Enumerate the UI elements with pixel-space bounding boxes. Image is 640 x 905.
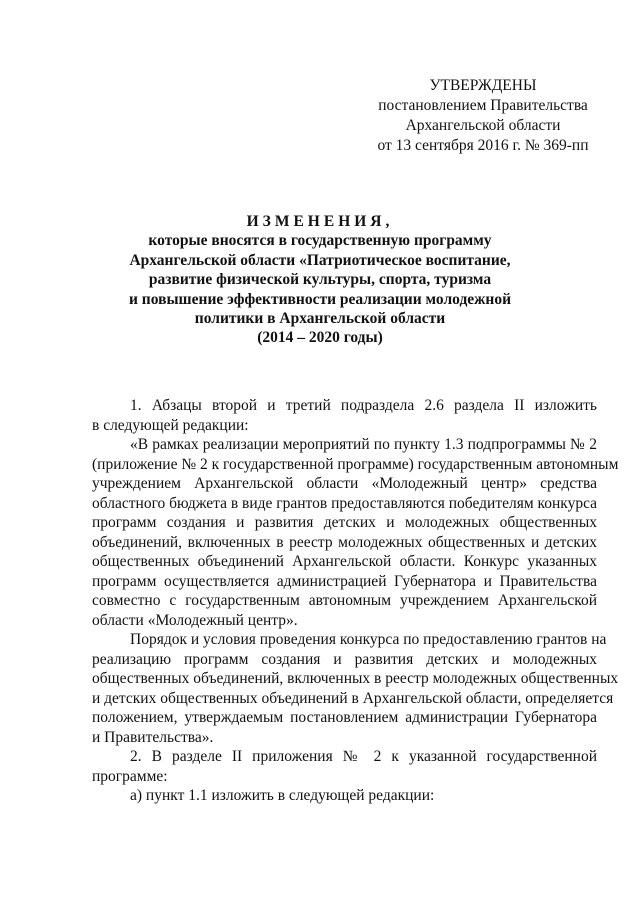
text-line: «В рамках реализации мероприятий по пункту 1.3 подпрограммы № 2 xyxy=(130,436,597,453)
text-line: программ осуществляется администрацией Губернатора и Правительства xyxy=(92,572,597,590)
approval-date-line: от 13 сентября 2016 г. № 369-пп xyxy=(377,137,589,154)
text-line: и Правительства». xyxy=(92,728,214,746)
paragraph-item-2 xyxy=(92,747,597,786)
text-line: общественных объединений Архангельской области. Конкурс указанных xyxy=(92,553,597,570)
text-line: программ создания и развития детских и молодежных общественных xyxy=(92,514,597,531)
paragraph-quote xyxy=(92,435,619,630)
text-line: совместно с государственным автономным учреждением Архангельской xyxy=(92,592,597,609)
text-line: учреждением Архангельской области «Молодежный центр» средства xyxy=(92,475,597,492)
text-line: областного бюджета в виде грантов предоставляются победителям конкурса xyxy=(92,494,598,512)
text-line: Порядок и условия проведения конкурса по предоставлению грантов на xyxy=(130,631,607,648)
approval-line: постановлением Правительства xyxy=(378,97,588,114)
text-line: объединений, включенных в реестр молодежных общественных и детских xyxy=(92,533,597,551)
text-line: положением, утверждаемым постановлением администрации Губернатора xyxy=(92,709,597,726)
text-line: и детских общественных объединений в Архангельской области, определяется xyxy=(92,689,614,707)
text-line: программе: xyxy=(92,767,168,785)
text-line: 2. В разделе II приложения № 2 к указанной государственной xyxy=(130,748,597,765)
title-heading: ИЗМЕНЕНИЯ, xyxy=(246,213,394,230)
title-line: и повышение эффективности реализации молодежной xyxy=(128,290,512,308)
document-title xyxy=(60,212,580,348)
text-line: общественных объединений, включенных в реестр молодежных общественных xyxy=(92,670,619,687)
text-line: области «Молодежный центр». xyxy=(92,611,298,629)
approval-block xyxy=(368,76,598,156)
title-line: которые вносятся в государственную программу xyxy=(148,232,492,250)
text-line: в следующей редакции: xyxy=(92,416,249,434)
document-body xyxy=(92,396,619,806)
paragraph-subitem-a xyxy=(92,786,597,806)
text-line: а) пункт 1.1 изложить в следующей редакции: xyxy=(130,787,435,804)
approval-line: Архангельской области xyxy=(405,117,561,134)
approval-heading: УТВЕРЖДЕНЫ xyxy=(429,77,537,94)
title-years: (2014 – 2020 годы) xyxy=(257,329,383,347)
text-line: реализацию программ создания и развития детских и молодежных xyxy=(92,650,597,668)
text-line: 1. Абзацы второй и третий подраздела 2.6 раздела II изложить xyxy=(130,397,597,414)
title-line: развитие физической культуры, спорта, туризма xyxy=(148,271,492,289)
title-line: Архангельской области «Патриотическое воспитание, xyxy=(129,251,511,269)
title-line: политики в Архангельской области xyxy=(194,310,446,328)
paragraph-procedure xyxy=(92,630,619,747)
paragraph-item-1 xyxy=(92,396,597,435)
text-line: (приложение № 2 к государственной программе) государственным автономным xyxy=(92,455,619,473)
